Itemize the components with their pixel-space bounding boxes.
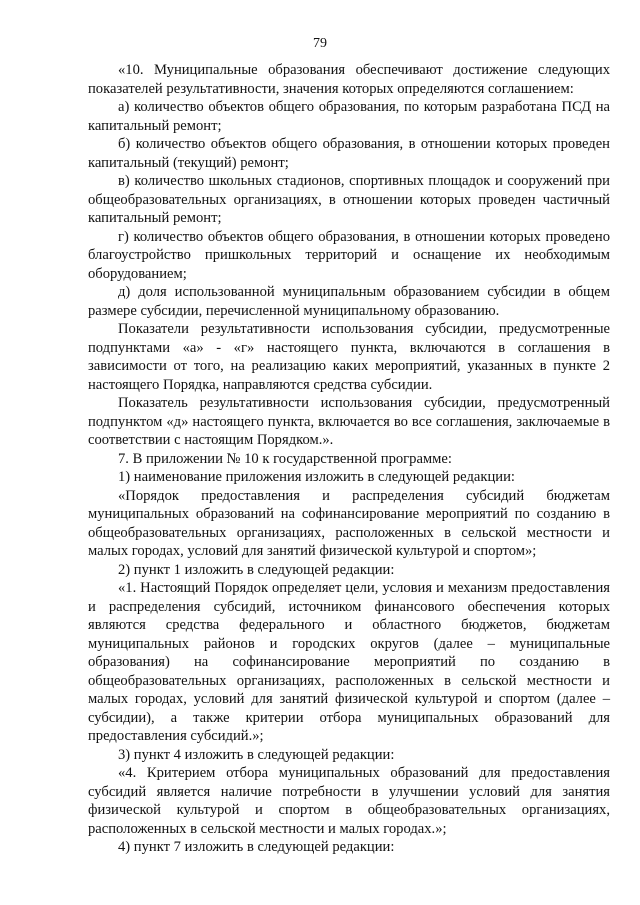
document-body xyxy=(88,61,610,857)
paragraph-subitem-v: в) количество школьных стадионов, спортивных площадок и сооружений при общеобразовательных организациях, в отношении которых проведен частичный капитальный ремонт; xyxy=(88,173,610,226)
paragraph-item-10-intro: «10. Муниципальные образования обеспечивают достижение следующих показателей результативности, значения которых определяются соглашением: xyxy=(88,62,610,97)
paragraph-subitem-d: д) доля использованной муниципальным образованием субсидии в общем размере субсидии, перечисленной муниципальному образованию. xyxy=(88,284,610,319)
paragraph-amendment-4: 4) пункт 7 изложить в следующей редакции: xyxy=(118,839,395,855)
paragraph-point-4: «4. Критерием отбора муниципальных образований для предоставления субсидий является наличие потребности в улучшении условий для занятия физической культурой и спортом в общеобразовательных организациях, расположенных в сельской местности и малых городах.»; xyxy=(88,765,610,837)
paragraph-point-1: «1. Настоящий Порядок определяет цели, условия и механизм предоставления и распределения субсидий, источником финансового обеспечения которых являются средства федерального и областного бюджетов, бюджетам муниципальных районов и городских округов (далее – муниципальные образования) на софинансирование мероприятий по созданию в общеобразовательных организациях, расположенных в сельской местности и малых городах, условий для занятий физической культурой и спортом (далее – субсидии), а также критерии отбора муниципальных образований для предоставления субсидий.»; xyxy=(88,580,610,744)
paragraph-subitem-g: г) количество объектов общего образования, в отношении которых проведено благоустройство пришкольных территорий и оснащение их необходимым оборудованием; xyxy=(88,228,610,282)
paragraph-amendment-1: 1) наименование приложения изложить в следующей редакции: xyxy=(118,469,515,485)
paragraph-section-7: 7. В приложении № 10 к государственной программе: xyxy=(118,450,452,467)
paragraph-amendment-3: 3) пункт 4 изложить в следующей редакции: xyxy=(118,746,395,763)
paragraph-subitem-a: а) количество объектов общего образования, по которым разработана ПСД на капитальный ремонт; xyxy=(88,99,610,134)
paragraph-procedure-title: «Порядок предоставления и распределения субсидий бюджетам муниципальных образований на софинансирование мероприятий по созданию в общеобразовательных организациях, расположенных в сельской местности и малых городах, условий для занятий физической культурой и спортом»; xyxy=(88,487,610,559)
page-number: 79 xyxy=(313,36,327,51)
paragraph-subitem-b: б) количество объектов общего образования, в отношении которых проведен капитальный (текущий) ремонт; xyxy=(88,136,610,171)
paragraph-indicator-d: Показатель результативности использования субсидии, предусмотренный подпунктом «д» настоящего пункта, включается во все соглашения, заключаемые в соответствии с настоящим Порядком.». xyxy=(88,395,610,448)
paragraph-indicators-a-g: Показатели результативности использования субсидии, предусмотренные подпунктами «а» - «г» настоящего пункта, включаются в соглашения в зависимости от того, на реализацию каких мероприятий, указанных в пункте 2 настоящего Порядка, направляются средства субсидии. xyxy=(88,321,610,393)
paragraph-amendment-2: 2) пункт 1 изложить в следующей редакции: xyxy=(118,561,395,578)
